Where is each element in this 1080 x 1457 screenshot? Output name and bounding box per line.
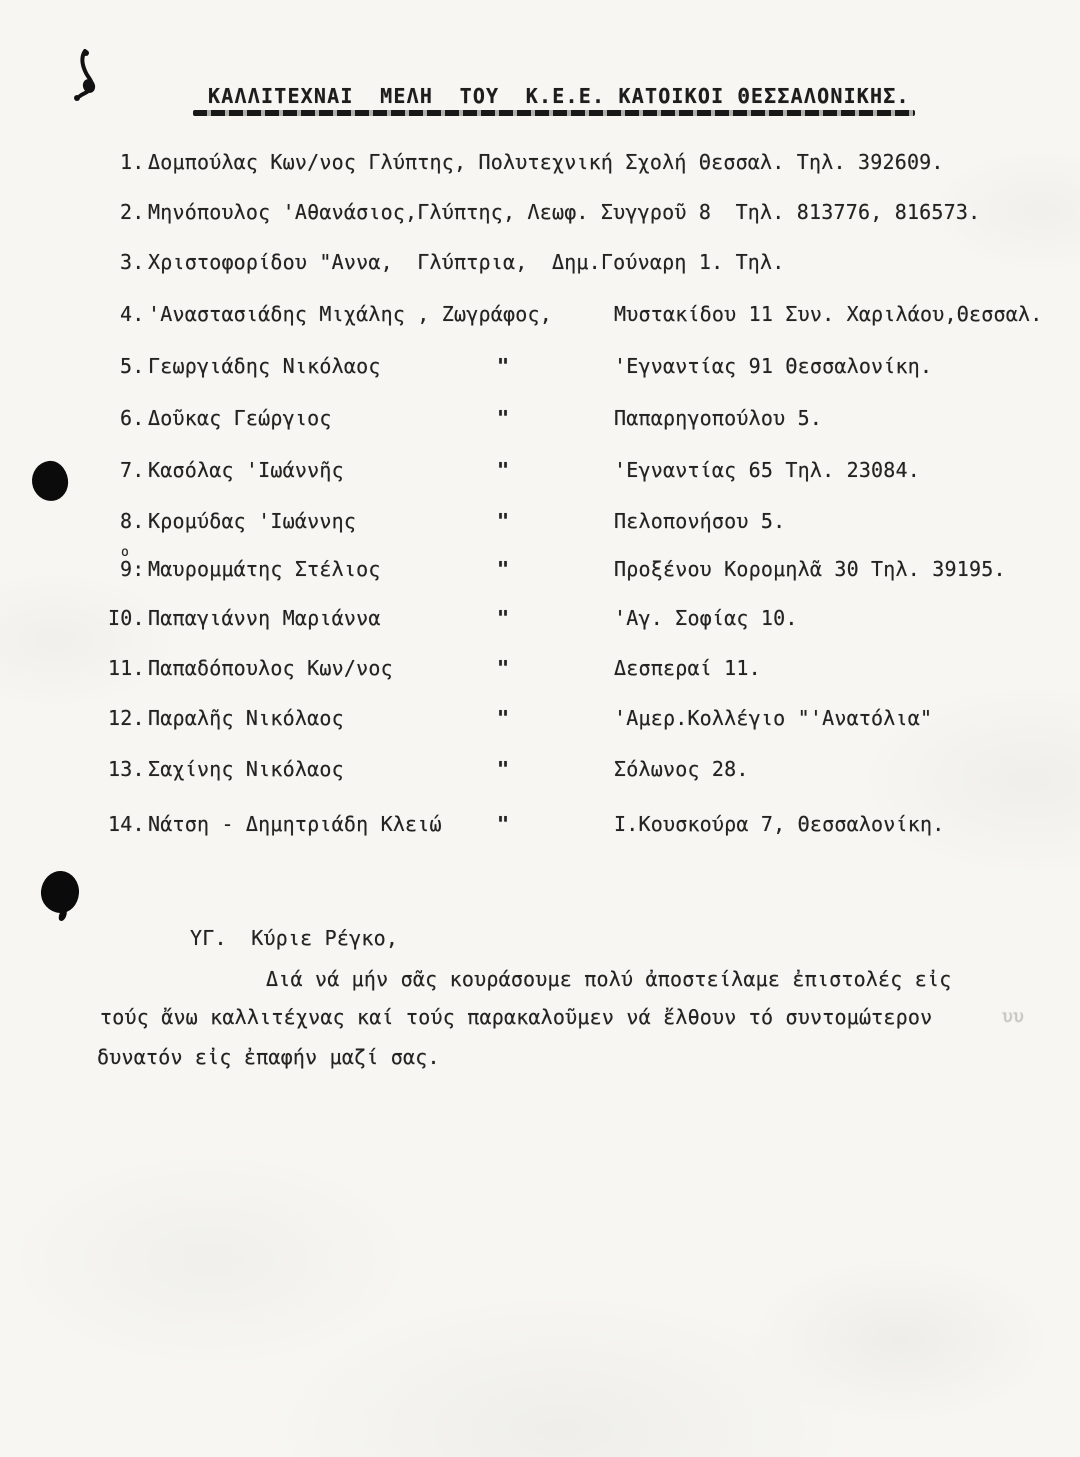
ditto-mark: " [497,706,510,730]
artist-address: Προξένου Κορομηλᾶ 30 Τηλ. 39195. [614,557,1006,581]
row-number: 8. [120,509,145,533]
ditto-mark: " [497,354,510,378]
row-number: 11. [108,656,145,680]
list-item [0,406,1080,436]
artist-address: Παπαρηγοπούλου 5. [614,406,823,430]
artist-name: Δοῦκας Γεώργιος [148,406,332,430]
artist-name: Κρομύδας 'Ιωάννης [148,509,357,533]
list-item [0,757,1080,787]
artist-name: Νάτση - Δημητριάδη Κλειώ [148,812,442,836]
title-underline-divider [193,110,915,116]
row-number: 9: [120,557,145,581]
row-number: 4. [120,302,145,326]
row-number: 1. [120,150,145,174]
list-item [0,656,1080,686]
row-number: Ι0. [108,606,145,630]
row-number: 6. [120,406,145,430]
ditto-mark: " [497,557,510,581]
row-number: 7. [120,458,145,482]
postscript-line: τούς ἄνω καλλιτέχνας καί τούς παρακαλοῦμεν νά ἔλθουν τό συντομώτερον [100,1005,933,1029]
list-item [0,509,1080,539]
artist-name: Παπαδόπουλος Κων/νος [148,656,393,680]
list-item [0,354,1080,384]
artist-entry: Δομπούλας Κων/νος Γλύπτης, Πολυτεχνική Σχολή Θεσσαλ. Τηλ. 392609. [148,150,944,174]
artist-address: Ι.Κουσκούρα 7, Θεσσαλονίκη. [614,812,945,836]
overtype-mark: o [121,545,130,560]
ditto-mark: " [497,509,510,533]
artist-name: Κασόλας 'Ιωάννῆς [148,458,344,482]
artist-address: 'Αμερ.Κολλέγιο "'Ανατόλια" [614,706,933,730]
artist-name: Παραλῆς Νικόλαος [148,706,344,730]
ditto-mark: " [497,406,510,430]
list-item [0,150,1080,180]
ditto-mark: " [497,606,510,630]
artist-address: Πελοπονήσου 5. [614,509,786,533]
row-number: 13. [108,757,145,781]
list-item [0,545,1080,587]
list-item [0,812,1080,842]
row-number: 2. [120,200,145,224]
list-item [0,302,1080,332]
postscript-line: δυνατόν εἰς ἐπαφήν μαζί σας. [97,1045,440,1069]
artist-address: Δεσπεραί 11. [614,656,761,680]
ditto-mark: " [497,812,510,836]
ghost-bleed-text: υυ [1002,1006,1025,1027]
ditto-mark: " [497,458,510,482]
list-item [0,706,1080,736]
artist-name: Σαχίνης Νικόλαος [148,757,344,781]
artist-entry: Χριστοφορίδου "Αννα, Γλύπτρια, Δημ.Γούναρη 1. Τηλ. [148,250,785,274]
artist-address: 'Αγ. Σοφίας 10. [614,606,798,630]
row-number: 3. [120,250,145,274]
artist-address: 'Εγναντίας 91 Θεσσαλονίκη. [614,354,933,378]
row-number: 5. [120,354,145,378]
list-item [0,606,1080,636]
ditto-mark: " [497,757,510,781]
artist-entry: Μηνόπουλος 'Αθανάσιος,Γλύπτης, Λεωφ. Συγγροῦ 8 Τηλ. 813776, 816573. [148,200,981,224]
artist-name: Μαυρομμάτης Στέλιος [148,557,381,581]
postscript-line: Διά νά μήν σᾶς κουράσουμε πολύ ἀποστείλαμε ἐπιστολές εἰς [266,967,952,991]
artist-address: Μυστακίδου 11 Συν. Χαριλάου,Θεσσαλ. [614,302,1043,326]
row-number: 12. [108,706,145,730]
row-number: 14. [108,812,145,836]
postscript-heading: ΥΓ. Κύριε Ρέγκο, [190,926,399,950]
list-item [0,250,1080,280]
document-title: ΚΑΛΛΙΤΕΧΝΑΙ ΜΕΛΗ ΤΟΥ Κ.Ε.Ε. ΚΑΤΟΙΚΟΙ ΘΕΣΣΑΛΟΝΙΚΗΣ. [208,84,910,108]
artist-address: 'Εγναντίας 65 Τηλ. 23084. [614,458,921,482]
ditto-mark: " [497,656,510,680]
artist-address: Σόλωνος 28. [614,757,749,781]
artist-name: Παπαγιάννη Μαριάννα [148,606,381,630]
ink-blot [40,870,81,915]
artist-name: Γεωργιάδης Νικόλαος [148,354,381,378]
artist-entry: 'Αναστασιάδης Μιχάλης , Ζωγράφος, [148,302,552,326]
list-item [0,200,1080,230]
list-item [0,458,1080,488]
handwritten-ink-scribble [66,48,106,106]
